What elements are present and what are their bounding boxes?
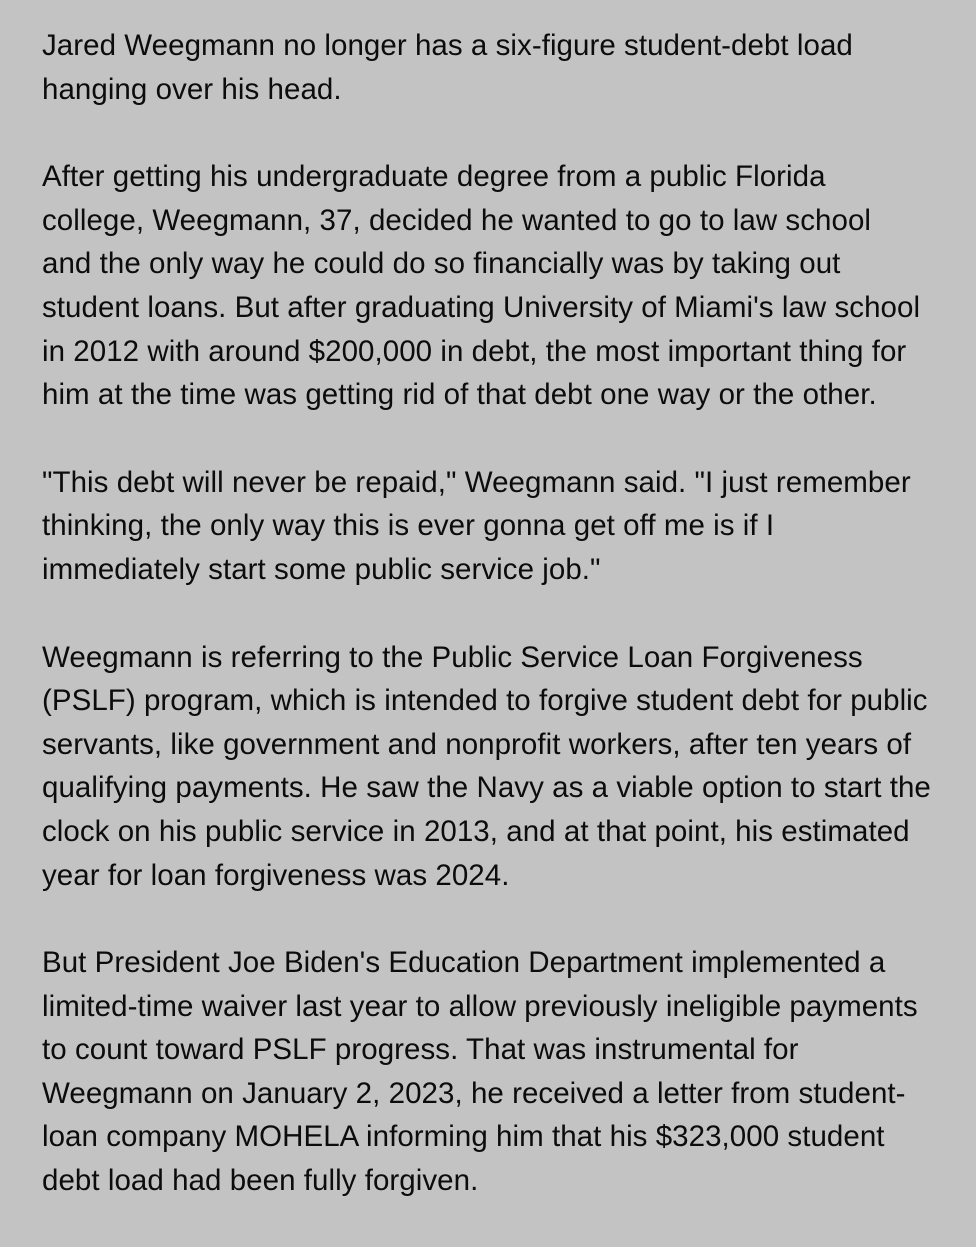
text-line: to count toward PSLF progress. That was instrumental for — [42, 1033, 799, 1067]
text-line: Jared Weegmann no longer has a six-figure student-debt load — [42, 29, 853, 62]
paragraph — [42, 155, 942, 417]
text-line: Weegmann is referring to the Public Service Loan Forgiveness — [42, 640, 863, 674]
text-line: qualifying payments. He saw the Navy as a viable option to start the — [42, 771, 931, 805]
text-line: debt load had been fully forgiven. — [42, 1164, 479, 1198]
text-line: After getting his undergraduate degree from a public Florida — [42, 160, 826, 194]
text-line: clock on his public service in 2013, and at that point, his estimated — [42, 814, 910, 848]
text-line: hanging over his head. — [42, 72, 342, 106]
text-line: year for loan forgiveness was 2024. — [42, 858, 510, 892]
text-line: servants, like government and nonprofit workers, after ten years of — [42, 727, 912, 761]
article-body — [42, 24, 942, 1247]
text-line: student loans. But after graduating University of Miami's law school — [42, 290, 921, 324]
text-line: (PSLF) program, which is intended to forgive student debt for public — [42, 684, 928, 718]
text-line: immediately start some public service job." — [42, 552, 601, 586]
text-line: and the only way he could do so financially was by taking out — [42, 247, 841, 281]
paragraph — [42, 636, 942, 898]
text-line: college, Weegmann, 37, decided he wanted to go to law school — [42, 203, 871, 237]
text-line: Weegmann on January 2, 2023, he received a letter from student- — [42, 1076, 906, 1110]
paragraph — [42, 24, 942, 111]
paragraph — [42, 941, 942, 1203]
paragraph — [42, 461, 942, 592]
text-line: loan company MOHELA informing him that his $323,000 student — [42, 1120, 885, 1154]
text-line: limited-time waiver last year to allow previously ineligible payments — [42, 989, 918, 1023]
text-line: But President Joe Biden's Education Department implemented a — [42, 946, 886, 980]
text-line: thinking, the only way this is ever gonna get off me is if I — [42, 509, 775, 543]
text-line: him at the time was getting rid of that debt one way or the other. — [42, 378, 877, 412]
text-line: "This debt will never be repaid," Weegmann said. "I just remember — [42, 465, 911, 499]
text-line: in 2012 with around $200,000 in debt, the most important thing for — [42, 334, 907, 368]
